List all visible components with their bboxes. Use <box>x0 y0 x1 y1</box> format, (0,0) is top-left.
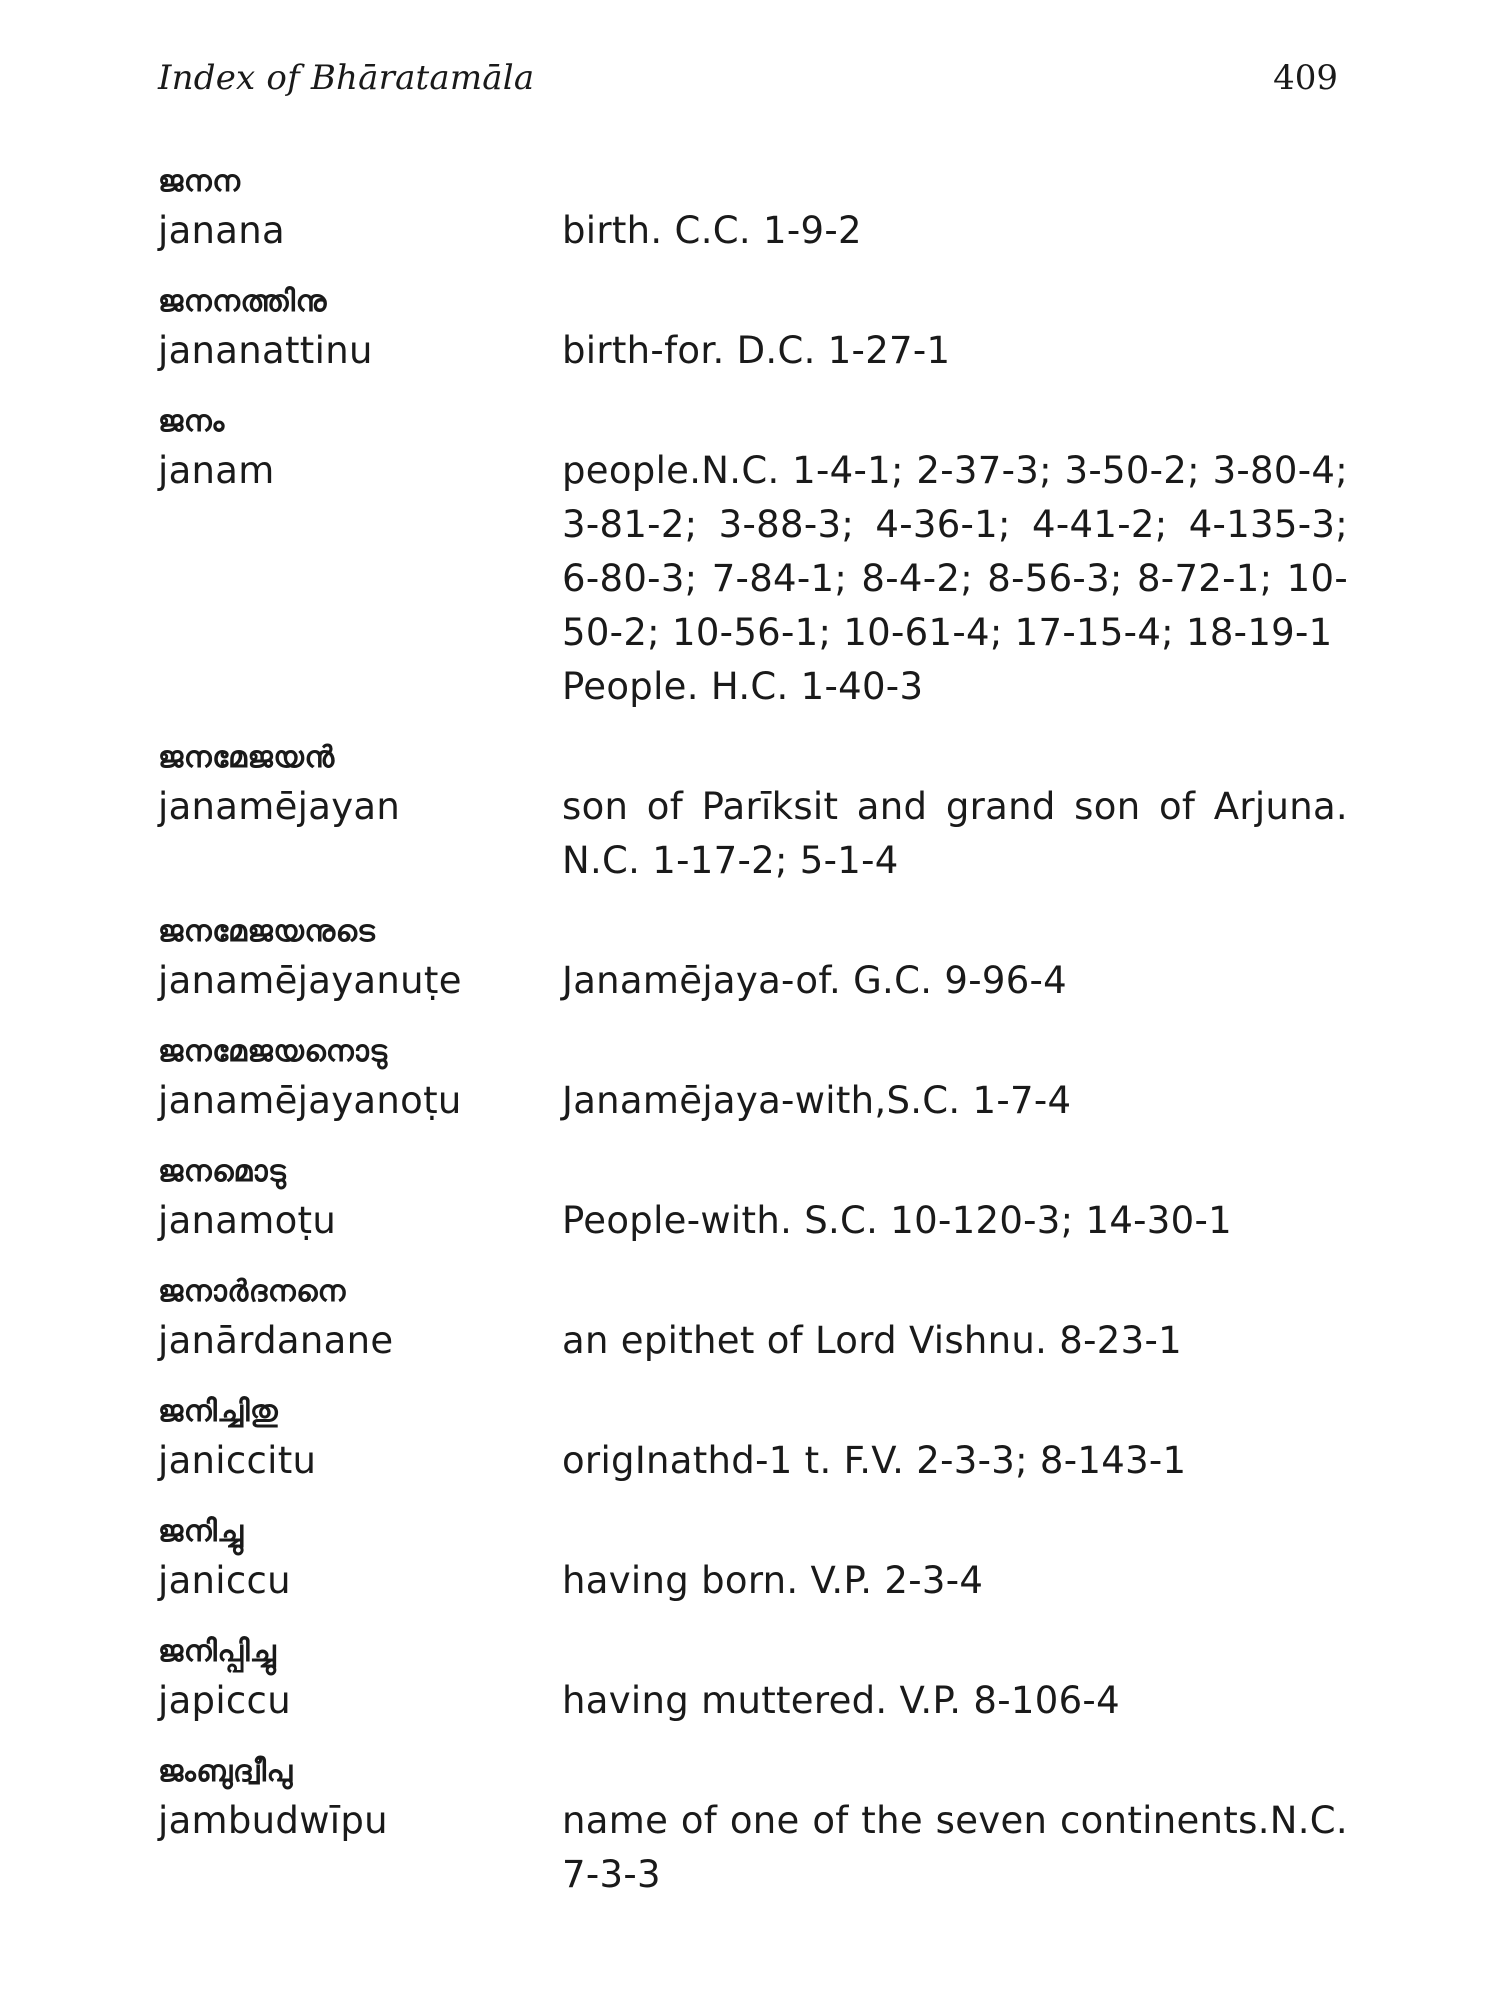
malayalam-headword: ജനിച്ചിതു <box>158 1394 279 1429</box>
entry-row <box>158 1434 1348 1488</box>
meanings <box>562 954 1348 1008</box>
transliteration: jambudwīpu <box>158 1799 388 1842</box>
malayalam-headword: ജനിപ്പിച്ചു <box>158 1634 277 1669</box>
index-entry <box>158 400 1348 714</box>
meanings <box>562 1314 1348 1368</box>
index-entry <box>158 1150 1348 1248</box>
transliteration: janamējayan <box>158 785 401 828</box>
index-entry <box>158 280 1348 378</box>
entry-row <box>158 324 1348 378</box>
transliteration: janamoṭu <box>158 1199 337 1242</box>
entry-row <box>158 1794 1348 1902</box>
meaning-text: people.N.C. 1-4-1; 2-37-3; 3-50-2; 3-80-4; 3-81-2; 3-88-3; 4-36-1; 4-41-2; 4-135-3; 6-80-3; 7-84-1; 8-4-2; 8-56-3; 8-72-1; 10-50-2; 10-56-1; 10-61-4; 17-15-4; 18-19-1 <box>562 449 1348 654</box>
index-entry <box>158 1030 1348 1128</box>
malayalam-headword: ജനമേജയൻ <box>158 740 335 775</box>
meaning-text: having born. V.P. 2-3-4 <box>562 1559 984 1602</box>
meanings <box>562 324 1348 378</box>
malayalam-headword: ജനിച്ചു <box>158 1514 244 1549</box>
entry-row <box>158 1314 1348 1368</box>
malayalam-headword: ജനം <box>158 404 225 439</box>
running-head <box>158 58 1338 108</box>
meaning-text: origInathd-1 t. F.V. 2-3-3; 8-143-1 <box>562 1439 1187 1482</box>
index-entry <box>158 736 1348 888</box>
entry-row <box>158 1674 1348 1728</box>
entry-row <box>158 444 1348 714</box>
entry-row <box>158 780 1348 888</box>
meaning-text: Janamējaya-with,S.C. 1-7-4 <box>562 1079 1072 1122</box>
malayalam-headword: ജംബുദ്വീപു <box>158 1754 293 1789</box>
transliteration: janamējayanoṭu <box>158 1079 462 1122</box>
meanings <box>562 204 1348 258</box>
index-entry <box>158 1390 1348 1488</box>
transliteration: janana <box>158 209 286 252</box>
index-entries <box>158 160 1348 1924</box>
entry-row <box>158 204 1348 258</box>
transliteration: janamējayanuṭe <box>158 959 462 1002</box>
meaning-text: an epithet of Lord Vishnu. 8-23-1 <box>562 1319 1182 1362</box>
meaning-text: having muttered. V.P. 8-106-4 <box>562 1679 1120 1722</box>
index-entry <box>158 910 1348 1008</box>
running-title: Index of Bhāratamāla <box>158 58 535 98</box>
entry-row <box>158 954 1348 1008</box>
meanings <box>562 1074 1348 1128</box>
transliteration: japiccu <box>158 1679 291 1722</box>
index-entry <box>158 1630 1348 1728</box>
meanings <box>562 1554 1348 1608</box>
entry-row <box>158 1074 1348 1128</box>
malayalam-headword: ജനാർദനനെ <box>158 1274 346 1309</box>
transliteration: janam <box>158 449 275 492</box>
meanings <box>562 1674 1348 1728</box>
index-entry <box>158 1270 1348 1368</box>
transliteration: jananattinu <box>158 329 373 372</box>
meanings <box>562 1794 1348 1902</box>
transliteration: janiccu <box>158 1559 291 1602</box>
meaning-text: People. H.C. 1-40-3 <box>562 665 924 708</box>
transliteration: janārdanane <box>158 1319 394 1362</box>
malayalam-headword: ജനമേജയനൊടു <box>158 1034 388 1069</box>
meanings <box>562 1434 1348 1488</box>
meaning-text: son of Parīksit and grand son of Arjuna. N.C. 1-17-2; 5-1-4 <box>562 785 1348 882</box>
index-entry <box>158 1510 1348 1608</box>
meaning-text: People-with. S.C. 10-120-3; 14-30-1 <box>562 1199 1232 1242</box>
meanings <box>562 1194 1348 1248</box>
malayalam-headword: ജനമൊടു <box>158 1154 287 1189</box>
meaning-text: birth-for. D.C. 1-27-1 <box>562 329 951 372</box>
transliteration: janiccitu <box>158 1439 317 1482</box>
meaning-text: name of one of the seven continents.N.C. 7-3-3 <box>562 1799 1348 1896</box>
meanings <box>562 780 1348 888</box>
page-number: 409 <box>1273 58 1338 98</box>
malayalam-headword: ജനന <box>158 164 241 199</box>
index-entry <box>158 160 1348 258</box>
meanings <box>562 444 1348 714</box>
entry-row <box>158 1554 1348 1608</box>
malayalam-headword: ജനനത്തിനു <box>158 284 327 319</box>
index-entry <box>158 1750 1348 1902</box>
meaning-text: birth. C.C. 1-9-2 <box>562 209 862 252</box>
entry-row <box>158 1194 1348 1248</box>
malayalam-headword: ജനമേജയനുടെ <box>158 914 376 949</box>
meaning-text: Janamējaya-of. G.C. 9-96-4 <box>562 959 1068 1002</box>
